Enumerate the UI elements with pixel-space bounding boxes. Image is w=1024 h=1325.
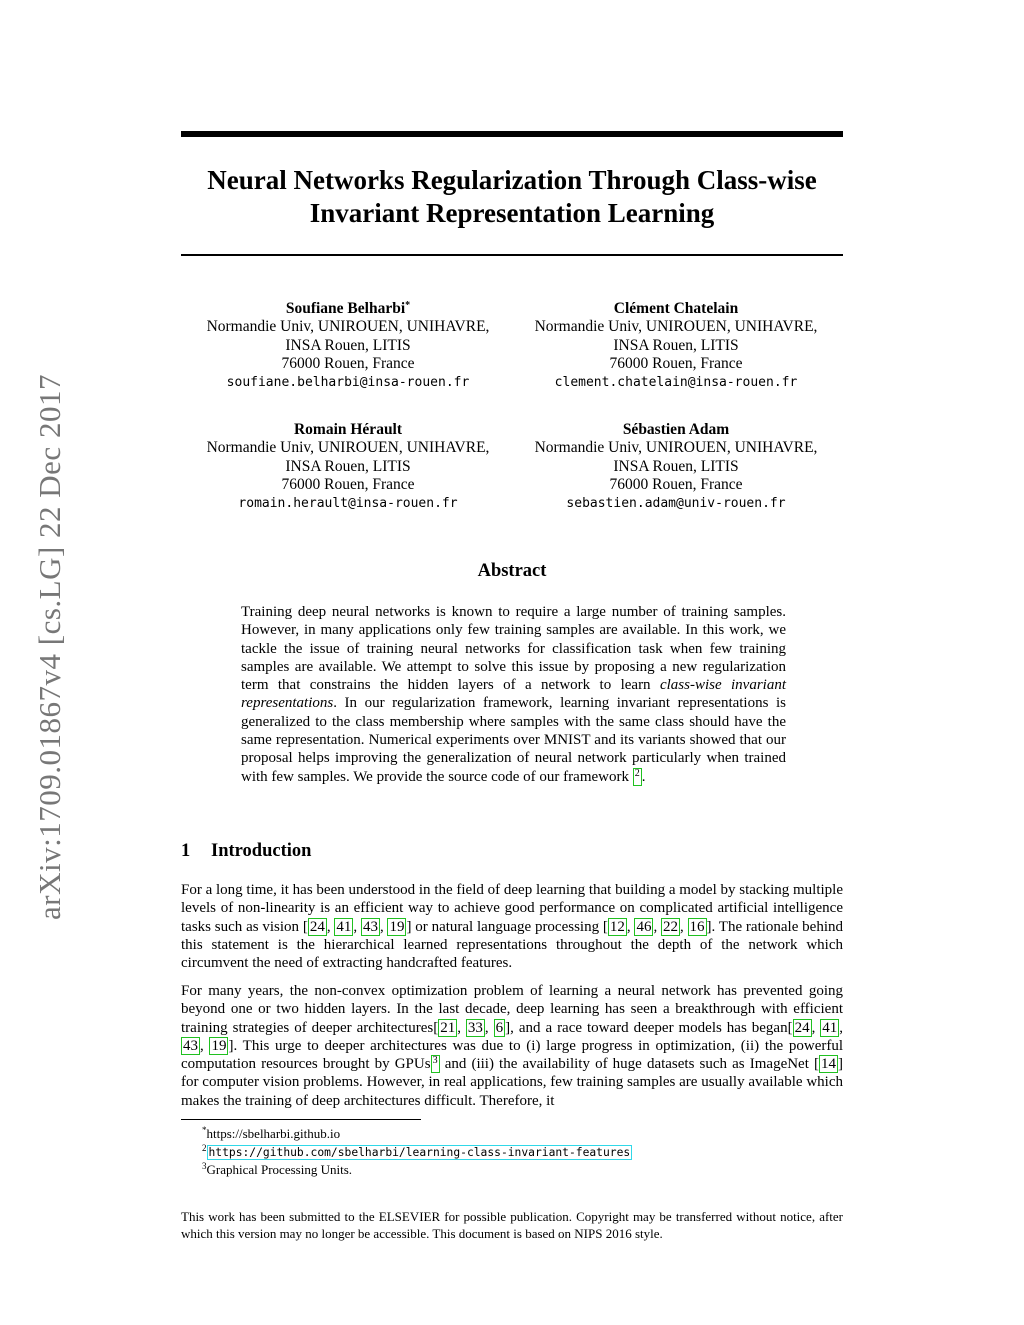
title-bottom-rule <box>181 254 843 256</box>
citation-link[interactable]: 16 <box>689 918 705 935</box>
github-url-link[interactable]: https://github.com/sbelharbi/learning-class-invariant-features <box>208 1146 631 1159</box>
paper-title <box>181 164 843 230</box>
author-block-chatelain <box>496 300 856 392</box>
citation-link[interactable]: 21 <box>440 1019 456 1036</box>
footnote-mark: 2 <box>202 1143 207 1153</box>
citation-link[interactable]: 12 <box>609 918 625 935</box>
author-block-herault <box>168 421 528 513</box>
author-address: 76000 Rouen, France <box>281 355 415 373</box>
citation-link[interactable]: 19 <box>211 1037 227 1054</box>
citation-link[interactable]: 22 <box>662 918 678 935</box>
author-email[interactable]: soufiane.belharbi@insa-rouen.fr <box>226 374 470 390</box>
citation-link[interactable]: 19 <box>389 918 405 935</box>
arxiv-stamp-text: arXiv:1709.01867v4 [cs.LG] 22 Dec 2017 <box>32 374 67 920</box>
citation-link[interactable]: 24 <box>794 1019 810 1036</box>
citation-link[interactable]: 46 <box>636 918 652 935</box>
footnote-separator <box>181 1119 421 1120</box>
intro-paragraph-2: For many years, the non-convex optimization problem of learning a neural network has prevented going beyond one or two hidden layers. In the last decade, deep learning has seen a breakthrough with efficient training strategies of deeper architectures[ 21 , 33 , 6 ], and a race toward deeper models has began[ 24 , 41 , 43 , 19 ]. This urge to deeper architectures was due to (i) large progress in optimization, (ii) the powerful computation resources brought by GPUs $^3$ and (iii) the availability of huge datasets such as ImageNet [ 14 ] for computer vision problems. However, in real applications, few training samples are usually available which makes the training of deep architectures difficult. Therefore, it <box>181 983 844 1109</box>
author-affiliation: Normandie Univ, UNIROUEN, UNIHAVRE, <box>534 439 818 457</box>
author-name: Soufiane Belharbi* <box>285 300 411 317</box>
author-name: Sébastien Adam <box>622 421 730 438</box>
author-institute: INSA Rouen, LITIS <box>613 336 739 354</box>
author-email[interactable]: clement.chatelain@insa-rouen.fr <box>554 374 798 390</box>
footnote-1 <box>202 1122 340 1142</box>
abstract-heading: Abstract <box>477 561 547 581</box>
footnote-3 <box>202 1158 352 1178</box>
author-block-belharbi <box>168 300 528 392</box>
author-name: Clément Chatelain <box>613 300 739 317</box>
section-heading-introduction <box>181 840 311 862</box>
author-address: 76000 Rouen, France <box>281 476 415 494</box>
author-block-adam <box>496 421 856 513</box>
title-line-1: Neural Networks Regularization Through Class-wise <box>207 165 817 195</box>
author-affiliation: Normandie Univ, UNIROUEN, UNIHAVRE, <box>206 318 490 336</box>
arxiv-identifier-stamp <box>30 352 70 942</box>
author-footnote-marker: * <box>405 300 411 311</box>
section-number: 1 <box>181 841 191 861</box>
author-affiliation: Normandie Univ, UNIROUEN, UNIHAVRE, <box>534 318 818 336</box>
submission-notice: This work has been submitted to the ELSEVIER for possible publication. Copyright may be transferred without notice, after which this version may no longer be accessible. This document is based on NIPS 2016 style. <box>181 1209 843 1241</box>
author-name: Romain Hérault <box>293 421 403 438</box>
author-address: 76000 Rouen, France <box>609 476 743 494</box>
citation-link[interactable]: 43 <box>183 1037 198 1054</box>
footnote-text: Graphical Processing Units. <box>206 1162 353 1177</box>
citation-link[interactable]: 24 <box>309 918 325 935</box>
intro-paragraph-1: For a long time, it has been understood in the field of deep learning that building a model by stacking multiple levels of non-linearity is an efficient way to achieve good performance on complicated artificial intelligence tasks such as vision [ 24 , 41 , 43 , 19 ] or natural language processing [ 12 , 46 , 22 , 16 ]. The rationale behind this statement is the hierarchical learned representations throughout the depth of the network which circumvent the need of extracting handcrafted features. <box>181 882 844 972</box>
author-institute: INSA Rouen, LITIS <box>613 457 739 475</box>
citation-link[interactable]: 14 <box>821 1056 836 1073</box>
author-email[interactable]: romain.herault@insa-rouen.fr <box>238 495 458 511</box>
author-address: 76000 Rouen, France <box>609 355 743 373</box>
footnote-mark: 3 <box>202 1161 207 1171</box>
abstract-body: Training deep neural networks is known to require a large number of training samples. However, in many applications only few training samples are available. In this work, we tackle the issue of training neural networks for classification task when few training samples are available. We attempt to solve this issue by proposing a new regularization term that constrains the hidden layers of a network to learn class-wise invariant representations. In our regularization framework, learning invariant representations is generalized to the class membership where samples with the same class should have the same representation. Numerical experiments over MNIST and its variants showed that our proposal helps improving the generalization of neural network particularly when trained with few samples. We provide the source code of our framework $^2$ . <box>241 604 786 785</box>
footnote-text[interactable]: https://sbelharbi.github.io <box>206 1126 341 1141</box>
footnote-mark: * <box>202 1125 207 1135</box>
footnote-link-2[interactable]: 2 <box>633 768 642 786</box>
citation-link[interactable]: 41 <box>822 1019 838 1036</box>
author-email[interactable]: sebastien.adam@univ-rouen.fr <box>566 495 786 511</box>
citation-link[interactable]: 41 <box>336 918 352 935</box>
title-top-rule <box>181 131 843 137</box>
author-affiliation: Normandie Univ, UNIROUEN, UNIHAVRE, <box>206 439 490 457</box>
author-institute: INSA Rouen, LITIS <box>285 457 411 475</box>
section-title: Introduction <box>211 841 312 861</box>
author-institute: INSA Rouen, LITIS <box>285 336 411 354</box>
citation-link[interactable]: 6 <box>495 1019 504 1036</box>
title-line-2: Invariant Representation Learning <box>309 198 715 228</box>
citation-link[interactable]: 43 <box>362 918 378 935</box>
abstract-emphasis: class-wise invariant representations <box>241 677 786 712</box>
footnote-link-3[interactable]: 3 <box>431 1055 440 1073</box>
citation-link[interactable]: 33 <box>467 1019 483 1036</box>
